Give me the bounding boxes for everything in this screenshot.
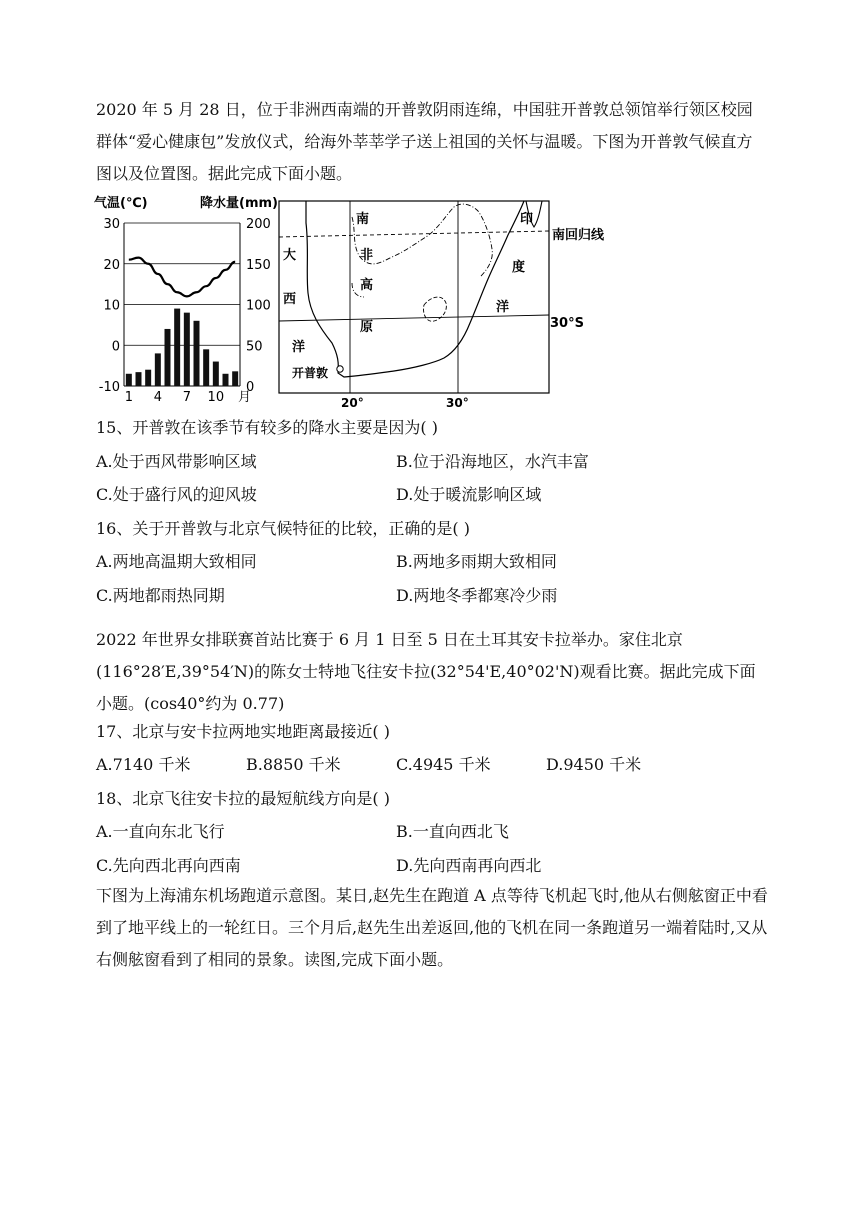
q16-option-a[interactable]: A.两地高温期大致相同 — [96, 552, 257, 571]
q15-option-a[interactable]: A.处于西风带影响区域 — [96, 452, 257, 471]
map-label-yuan: 原 — [360, 320, 374, 335]
map-label-da: 大 — [283, 248, 297, 263]
temp-tick-label: 20 — [103, 257, 120, 273]
map-label-du: 度 — [512, 260, 526, 275]
q18-option-b[interactable]: B.一直向西北飞 — [396, 822, 509, 841]
precip-axis-label: 降水量(mm) — [200, 196, 278, 211]
precip-bar — [155, 353, 161, 386]
q18-option-a[interactable]: A.一直向东北飞行 — [96, 822, 225, 841]
q15-option-d[interactable]: D.处于暖流影响区域 — [396, 485, 542, 504]
precip-bar — [184, 313, 190, 386]
map-label-ind-yang: 洋 — [496, 300, 510, 315]
intro-paragraph-2: 2022 年世界女排联赛首站比赛于 6 月 1 日至 5 日在土耳其安卡拉举办。家住北京(116°28′E,39°54′N)的陈女士特地飞往安卡拉(32°54'E,40°02'N)观看比赛。据此完成下面小题。(cos40°约为 0.77) — [96, 630, 756, 713]
precip-bar — [203, 349, 209, 386]
map-frame — [279, 201, 549, 393]
temp-axis-label: 气温(℃) — [94, 196, 148, 211]
q18-stem: 18、北京飞往安卡拉的最短航线方向是( ) — [96, 789, 390, 808]
precip-bar — [165, 329, 171, 386]
map-label-atl-yang: 洋 — [292, 340, 306, 355]
q16-option-d[interactable]: D.两地冬季都寒冷少雨 — [396, 586, 558, 605]
parallel-30s — [279, 315, 549, 321]
q18-option-d[interactable]: D.先向西南再向西北 — [396, 856, 542, 875]
month-tick-label: 4 — [153, 390, 162, 405]
cape-town-marker — [337, 366, 343, 372]
month-tick-label: 1 — [124, 390, 133, 405]
precip-bar — [194, 321, 200, 386]
map-label-gao: 高 — [360, 278, 374, 293]
month-unit-label: 月 — [238, 390, 252, 405]
figure-cape-town — [94, 193, 614, 413]
map-label-30s: 30°S — [550, 316, 584, 331]
temp-tick-label: -10 — [98, 380, 120, 395]
climate-chart — [94, 195, 278, 405]
q17-stem: 17、北京与安卡拉两地实地距离最接近( ) — [96, 722, 390, 741]
coastline — [306, 201, 524, 377]
map-label-tropic: 南回归线 — [552, 228, 605, 243]
temp-tick-label: 10 — [103, 298, 120, 314]
intro-paragraph-1: 2020 年 5 月 28 日，位于非洲西南端的开普敦阴雨连绵，中国驻开普敦总领馆举行领区校园群体“爱心健康包”发放仪式，给海外莘莘学子送上祖国的关怀与温暖。下图为开普敦气候直方图以及位置图。据此完成下面小题。 — [96, 100, 753, 183]
q18-option-c[interactable]: C.先向西北再向西南 — [96, 856, 241, 875]
q15-option-b[interactable]: B.位于沿海地区，水汽丰富 — [396, 452, 589, 471]
map-label-xi: 西 — [283, 292, 297, 307]
location-map — [279, 201, 605, 410]
precip-bar — [223, 374, 229, 386]
precip-tick-label: 200 — [246, 217, 271, 232]
q17-option-d[interactable]: D.9450 千米 — [546, 755, 642, 774]
map-label-cape-town: 开普敦 — [292, 366, 329, 380]
precip-bar — [232, 371, 238, 386]
q16-stem: 16、关于开普敦与北京气候特征的比较，正确的是( ) — [96, 519, 470, 538]
temp-tick-label: 30 — [103, 217, 120, 232]
precip-tick-label: 50 — [246, 339, 263, 355]
temp-tick-label: 0 — [111, 339, 120, 355]
q17-option-b[interactable]: B.8850 千米 — [246, 755, 341, 774]
map-label-20e: 20° — [341, 396, 364, 410]
map-label-30e: 30° — [446, 396, 469, 410]
precip-tick-label: 150 — [246, 257, 271, 273]
precip-bar — [136, 372, 142, 386]
intro-paragraph-3: 下图为上海浦东机场跑道示意图。某日,赵先生在跑道 A 点等待飞机起飞时,他从右侧舷窗正中看到了地平线上的一轮红日。三个月后,赵先生出差返回,他的飞机在同一条跑道另一端着陆时,又从右侧舷窗看到了相同的景象。读图,完成下面小题。 — [96, 886, 768, 969]
precip-bar — [174, 309, 180, 386]
q15-option-c[interactable]: C.处于盛行风的迎风坡 — [96, 485, 257, 504]
q15-stem: 15、开普敦在该季节有较多的降水主要是因为( ) — [96, 418, 438, 437]
precip-tick-label: 0 — [246, 380, 255, 395]
precip-tick-label: 100 — [246, 298, 271, 314]
month-tick-label: 10 — [207, 390, 225, 405]
q16-option-b[interactable]: B.两地多雨期大致相同 — [396, 552, 557, 571]
precip-bar — [145, 370, 151, 386]
q17-option-a[interactable]: A.7140 千米 — [96, 755, 191, 774]
map-label-yin: 印 — [520, 212, 534, 227]
precip-bar — [213, 362, 219, 386]
month-tick-label: 7 — [182, 390, 191, 405]
map-label-south: 南 — [356, 212, 370, 227]
q17-option-c[interactable]: C.4945 千米 — [396, 755, 491, 774]
plateau-boundary — [352, 204, 492, 297]
precip-bar — [126, 374, 132, 386]
map-label-fei: 非 — [360, 248, 374, 263]
q16-option-c[interactable]: C.两地都雨热同期 — [96, 586, 225, 605]
